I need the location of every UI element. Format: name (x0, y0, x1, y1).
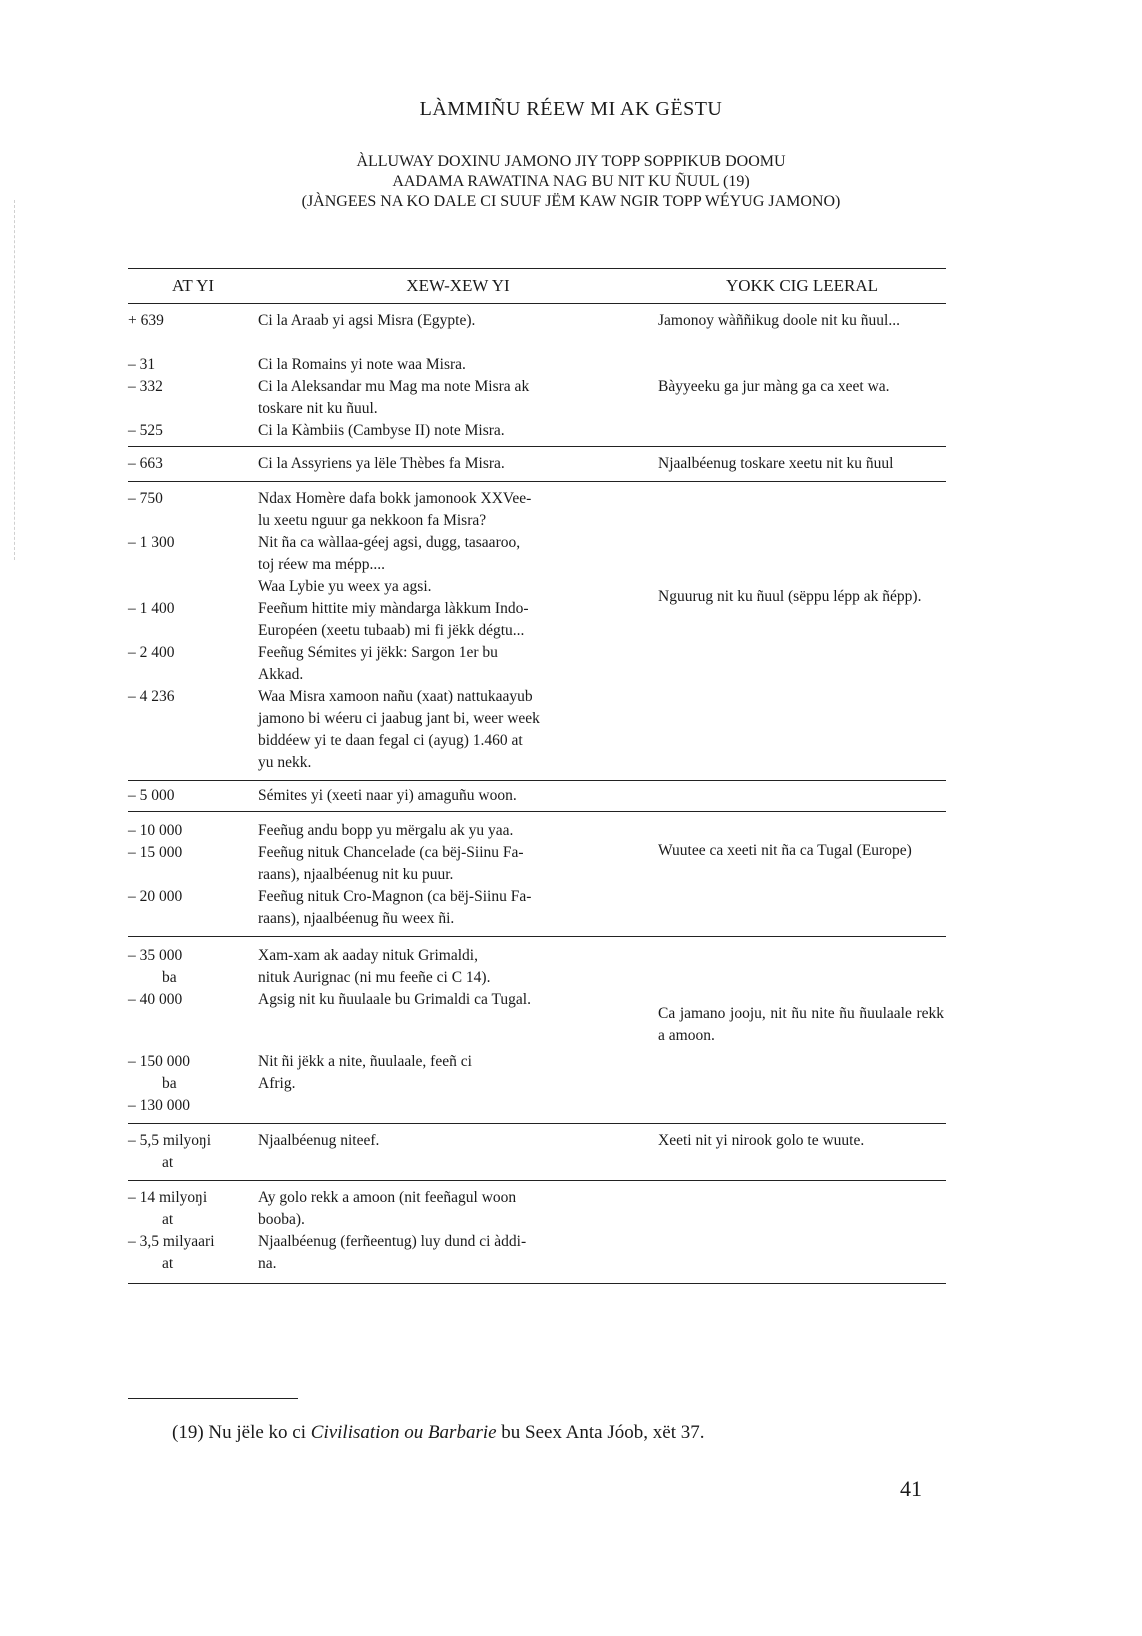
date-cell: – 130 000 (128, 1097, 190, 1114)
event-text: yu nekk. (258, 754, 312, 771)
date-cell: – 525 (128, 422, 163, 439)
table-row (128, 576, 658, 598)
event-text: biddéew yi te daan fegal ci (ayug) 1.460 at (258, 732, 523, 749)
event-text: Sémites yi (xeeti naar yi) amaguñu woon. (258, 787, 517, 804)
event-text: jamono bi wéeru ci jaabug jant bi, weer week (258, 710, 540, 727)
date-cell (128, 708, 258, 730)
footnote-text-before: Nu jële ko ci (208, 1422, 307, 1443)
chronology-table (128, 268, 946, 1284)
event-text: raans), njaalbéenug nit ku puur. (258, 866, 454, 883)
row-spacer (128, 1011, 658, 1051)
table-row (128, 989, 658, 1011)
events-column (128, 785, 658, 807)
event-text (258, 1152, 636, 1174)
table-row (128, 642, 658, 664)
note-text: Xeeti nit yi nirook golo te wuute. (658, 1132, 865, 1149)
notes-column (658, 785, 946, 807)
event-text: booba). (258, 1211, 305, 1228)
event-text: Feeñug nituk Chancelade (ca bëj-Siinu Fa- (258, 844, 524, 861)
table-row (128, 820, 658, 842)
event-text: Nit ña ca wàllaa-géej agsi, dugg, tasaaroo, (258, 534, 521, 551)
table-row-group (128, 1124, 946, 1181)
table-row (128, 1231, 658, 1253)
table-row (128, 620, 658, 642)
table-row (128, 842, 658, 864)
event-text: raans), njaalbéenug ñu weex ñi. (258, 910, 455, 927)
event-text: Agsig nit ku ñuulaale bu Grimaldi ca Tugal. (258, 991, 531, 1008)
date-cell: – 2 400 (128, 644, 175, 661)
event-text: Ci la Assyriens ya lële Thèbes fa Misra. (258, 455, 505, 472)
notes-column (658, 945, 946, 1117)
event-text: Feeñug nituk Cro-Magnon (ca bëj-Siinu Fa- (258, 888, 532, 905)
table-row (128, 1253, 658, 1275)
events-column (128, 820, 658, 930)
table-row (128, 1051, 658, 1073)
table-row (128, 510, 658, 532)
table-row (128, 398, 658, 420)
date-cell: – 150 000 (128, 1053, 190, 1070)
table-row-group (128, 1181, 946, 1284)
date-cell: at (162, 1211, 174, 1228)
notes-column (658, 1187, 946, 1275)
notes-column (658, 1130, 946, 1174)
table-row (128, 864, 658, 886)
date-cell: – 10 000 (128, 822, 183, 839)
table-row (128, 532, 658, 554)
event-text: Waa Misra xamoon nañu (xaat) nattukaayub (258, 688, 533, 705)
event-text: Ci la Araab yi agsi Misra (Egypte). (258, 312, 476, 329)
date-cell: ba (162, 1075, 177, 1092)
events-column (128, 945, 658, 1117)
notes-column (658, 820, 946, 930)
events-column (128, 1130, 658, 1174)
date-cell: – 5 000 (128, 787, 175, 804)
table-row (128, 354, 658, 376)
events-column (128, 453, 658, 475)
table-row (128, 945, 658, 967)
table-row (128, 1073, 658, 1095)
date-cell: – 15 000 (128, 844, 183, 861)
row-spacer (128, 332, 658, 354)
event-text: na. (258, 1255, 277, 1272)
date-cell: – 4 236 (128, 688, 175, 705)
event-text: Ci la Romains yi note waa Misra. (258, 356, 466, 373)
table-row (128, 554, 658, 576)
subtitle-line: ÀLLUWAY DOXINU JAMONO JIY TOPP SOPPIKUB DOOMU (356, 153, 786, 170)
date-cell (128, 864, 258, 886)
date-cell: – 31 (128, 356, 156, 373)
event-text: Afrig. (258, 1075, 296, 1092)
table-row-group (128, 304, 946, 447)
date-cell: – 663 (128, 455, 163, 472)
date-cell: at (162, 1154, 174, 1171)
event-text: Ci la Aleksandar mu Mag ma note Misra ak (258, 378, 530, 395)
note-text: Bàyyeeku ga jur màng ga ca xeet wa. (658, 378, 890, 395)
event-text: Feeñug andu bopp yu mërgalu ak yu yaa. (258, 822, 514, 839)
date-cell: – 20 000 (128, 888, 183, 905)
table-header (128, 269, 946, 304)
table-row (128, 886, 658, 908)
table-row (128, 488, 658, 510)
date-cell: – 750 (128, 490, 163, 507)
date-cell (128, 908, 258, 930)
note-text: Nguurug nit ku ñuul (sëppu lépp ak ñépp). (658, 588, 922, 605)
scan-edge-marks (14, 200, 17, 560)
event-text: Feeñug Sémites yi jëkk: Sargon 1er bu (258, 644, 498, 661)
date-cell: – 35 000 (128, 947, 183, 964)
events-column (128, 1187, 658, 1275)
event-text: Akkad. (258, 666, 304, 683)
date-cell (128, 554, 258, 576)
table-row (128, 730, 658, 752)
note-text: Wuutee ca xeeti nit ña ca Tugal (Europe) (658, 842, 912, 859)
date-cell (128, 576, 258, 598)
table-row-group (128, 482, 946, 781)
table-row (128, 908, 658, 930)
table-row-group (128, 447, 946, 482)
notes-column (658, 310, 946, 442)
date-cell: – 1 300 (128, 534, 175, 551)
events-column (128, 488, 658, 774)
column-header-notes: YOKK CIG LEERAL (725, 276, 879, 295)
notes-column (658, 453, 946, 475)
table-row (128, 686, 658, 708)
event-text: Xam-xam ak aaday nituk Grimaldi, (258, 947, 478, 964)
notes-column (658, 488, 946, 774)
note-text: Jamonoy wàññikug doole nit ku ñuul... (658, 312, 900, 329)
table-row (128, 1152, 658, 1174)
table-row (128, 664, 658, 686)
event-text: lu xeetu nguur ga nekkoon fa Misra? (258, 512, 487, 529)
table-row-group (128, 812, 946, 937)
table-row (128, 420, 658, 442)
footnote (172, 1422, 704, 1444)
page-number: 41 (900, 1476, 922, 1501)
table-row (128, 1209, 658, 1231)
table-body (128, 304, 946, 1284)
table-row (128, 785, 658, 807)
date-cell (128, 510, 258, 532)
date-cell (128, 752, 258, 774)
date-cell: at (162, 1255, 174, 1272)
event-text: toj réew ma mépp.... (258, 556, 385, 573)
column-header-events: XEW-XEW YI (406, 276, 510, 295)
date-cell (128, 620, 258, 642)
table-row (128, 1187, 658, 1209)
date-cell: – 14 milyoŋi (128, 1189, 208, 1206)
event-text: Ndax Homère dafa bokk jamonook XXVee- (258, 490, 532, 507)
table-row (128, 1130, 658, 1152)
event-text: Européen (xeetu tubaab) mi fi jëkk dégtu... (258, 622, 525, 639)
table-row (128, 708, 658, 730)
event-text: Njaalbéenug (ferñeentug) luy dund ci àddi- (258, 1233, 527, 1250)
table-row (128, 598, 658, 620)
event-text: Feeñum hittite miy màndarga làkkum Indo- (258, 600, 529, 617)
table-row (128, 967, 658, 989)
event-text: Ay golo rekk a amoon (nit feeñagul woon (258, 1189, 517, 1206)
table-row (128, 1095, 658, 1117)
event-text: Njaalbéenug niteef. (258, 1132, 380, 1149)
subtitle (100, 152, 1042, 212)
date-cell: + 639 (128, 312, 164, 329)
column-header-date: AT YI (171, 276, 215, 295)
event-text: toskare nit ku ñuul. (258, 400, 378, 417)
subtitle-line: (JÀNGEES NA KO DALE CI SUUF JËM KAW NGIR TOPP WÉYUG JAMONO) (301, 193, 841, 210)
event-text: Waa Lybie yu weex ya agsi. (258, 578, 432, 595)
date-cell: – 1 400 (128, 600, 175, 617)
date-cell: – 332 (128, 378, 163, 395)
table-row (128, 310, 658, 332)
events-column (128, 310, 658, 442)
page-title: LÀMMIÑU RÉEW MI AK GËSTU (419, 98, 723, 120)
date-cell (128, 730, 258, 752)
footnote-title: Civilisation ou Barbarie (310, 1422, 497, 1443)
table-row-group (128, 781, 946, 812)
event-text: Ci la Kàmbiis (Cambyse II) note Misra. (258, 422, 505, 439)
subtitle-line: AADAMA RAWATINA NAG BU NIT KU ÑUUL (19) (392, 173, 750, 190)
table-row (128, 752, 658, 774)
table-row-group (128, 937, 946, 1124)
date-cell: – 40 000 (128, 991, 183, 1008)
footnote-text-after: bu Seex Anta Jóob, xët 37. (501, 1422, 705, 1443)
event-text (258, 1095, 636, 1117)
event-text: Nit ñi jëkk a nite, ñuulaale, feeñ ci (258, 1053, 472, 1070)
note-text: Ca jamano jooju, nit ñu nite ñu ñuulaale rekk a amoon. (658, 1005, 944, 1044)
date-cell: ba (162, 969, 177, 986)
table-row (128, 453, 658, 475)
table-row (128, 376, 658, 398)
footnote-rule (128, 1398, 298, 1399)
date-cell: – 5,5 milyoŋi (128, 1132, 212, 1149)
date-cell (128, 664, 258, 686)
date-cell (128, 398, 258, 420)
date-cell: – 3,5 milyaari (128, 1233, 215, 1250)
note-text: Njaalbéenug toskare xeetu nit ku ñuul (658, 455, 894, 472)
footnote-number: (19) (172, 1422, 204, 1443)
event-text: nituk Aurignac (ni mu feeñe ci C 14). (258, 969, 491, 986)
